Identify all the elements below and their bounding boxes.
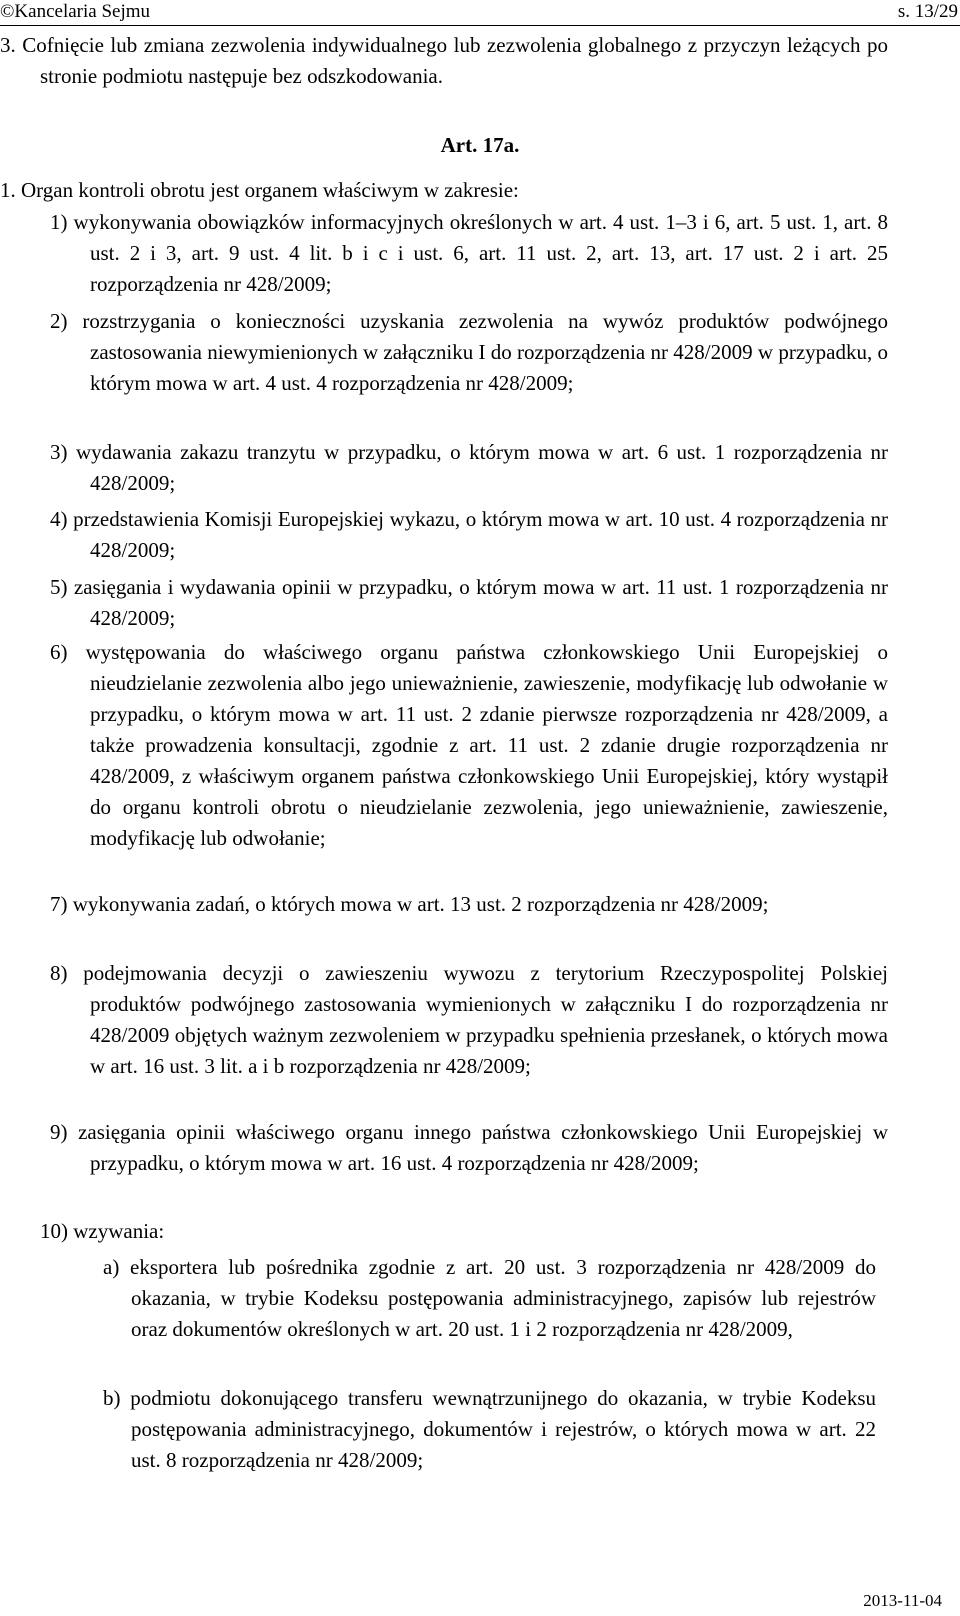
list-item-8: 8) podejmowania decyzji o zawieszeniu wywozu z terytorium Rzeczypospolitej Polskiej produktów podwójnego zastosowania wymienionych w załączniku I do rozporządzenia nr 428/2009 objętych ważnym zezwoleniem w przypadku spełnienia przesłanek, o których mowa w art. 16 ust. 3 lit. a i b rozporządzenia nr 428/2009; (50, 961, 888, 1078)
list-item-3: 3) wydawania zakazu tranzytu w przypadku, o którym mowa w art. 6 ust. 1 rozporządzenia nr 428/2009; (50, 440, 888, 495)
list-item-9: 9) zasięgania opinii właściwego organu innego państwa członkowskiego Unii Europejskiej w przypadku, o którym mowa w art. 16 ust. 4 rozporządzenia nr 428/2009; (50, 1120, 888, 1175)
list-item-10: 10) wzywania: (40, 1219, 165, 1243)
list-item-6: 6) występowania do właściwego organu państwa członkowskiego Unii Europejskiej o nieudzielanie zezwolenia albo jego unieważnienie, zawieszenie, modyfikację lub odwołanie w przypadku, o którym mowa w art. 11 ust. 2 zdanie pierwsze rozporządzenia nr 428/2009, a także prowadzenia konsultacji, zgodnie z art. 11 ust. 2 zdanie drugie rozporządzenia nr 428/2009, z właściwym organem państwa członkowskiego Unii Europejskiej, który wystąpił do organu kontroli obrotu o nieudzielanie zezwolenia, jego unieważnienie, zawieszenie, modyfikację lub odwołanie; (50, 640, 888, 850)
header-copyright: ©Kancelaria Sejmu (0, 1, 151, 22)
list-item-4: 4) przedstawienia Komisji Europejskiej wykazu, o którym mowa w art. 10 ust. 4 rozporządzenia nr 428/2009; (50, 507, 888, 562)
list-item-2: 2) rozstrzygania o konieczności uzyskania zezwolenia na wywóz produktów podwójnego zastosowania niewymienionych w załączniku I do rozporządzenia nr 428/2009 w przypadku, o którym mowa w art. 4 ust. 4 rozporządzenia nr 428/2009; (50, 309, 888, 395)
article-title: Art. 17a. (440, 133, 520, 157)
header-divider (0, 25, 960, 26)
list-item-1: 1) wykonywania obowiązków informacyjnych określonych w art. 4 ust. 1–3 i 6, art. 5 ust. 1, art. 8 ust. 2 i 3, art. 9 ust. 4 lit. b i c i ust. 6, art. 11 ust. 2, art. 13, art. 17 ust. 2 i art. 25 rozporządzenia nr 428/2009; (50, 210, 888, 296)
header-page-number: s. 13/29 (897, 1, 958, 22)
list-item-7: 7) wykonywania zadań, o których mowa w art. 13 ust. 2 rozporządzenia nr 428/2009; (50, 892, 769, 916)
list-subitem-b: b) podmiotu dokonującego transferu wewnątrzunijnego do okazania, w trybie Kodeksu postępowania administracyjnego, dokumentów i rejestrów, o których mowa w art. 22 ust. 8 rozporządzenia nr 428/2009; (103, 1386, 876, 1472)
footer-date: 2013-11-04 (863, 1591, 942, 1610)
paragraph-3: 3. Cofnięcie lub zmiana zezwolenia indywidualnego lub zezwolenia globalnego z przyczyn leżących po stronie podmiotu następuje bez odszkodowania. (0, 33, 888, 88)
list-subitem-a: a) eksportera lub pośrednika zgodnie z art. 20 ust. 3 rozporządzenia nr 428/2009 do okazania, w trybie Kodeksu postępowania administracyjnego, zapisów lub rejestrów oraz dokumentów określonych w art. 20 ust. 1 i 2 rozporządzenia nr 428/2009, (103, 1255, 876, 1341)
paragraph-1-intro: 1. Organ kontroli obrotu jest organem właściwym w zakresie: (0, 178, 519, 202)
list-item-5: 5) zasięgania i wydawania opinii w przypadku, o którym mowa w art. 11 ust. 1 rozporządzenia nr 428/2009; (50, 575, 888, 630)
page-header (0, 0, 960, 26)
